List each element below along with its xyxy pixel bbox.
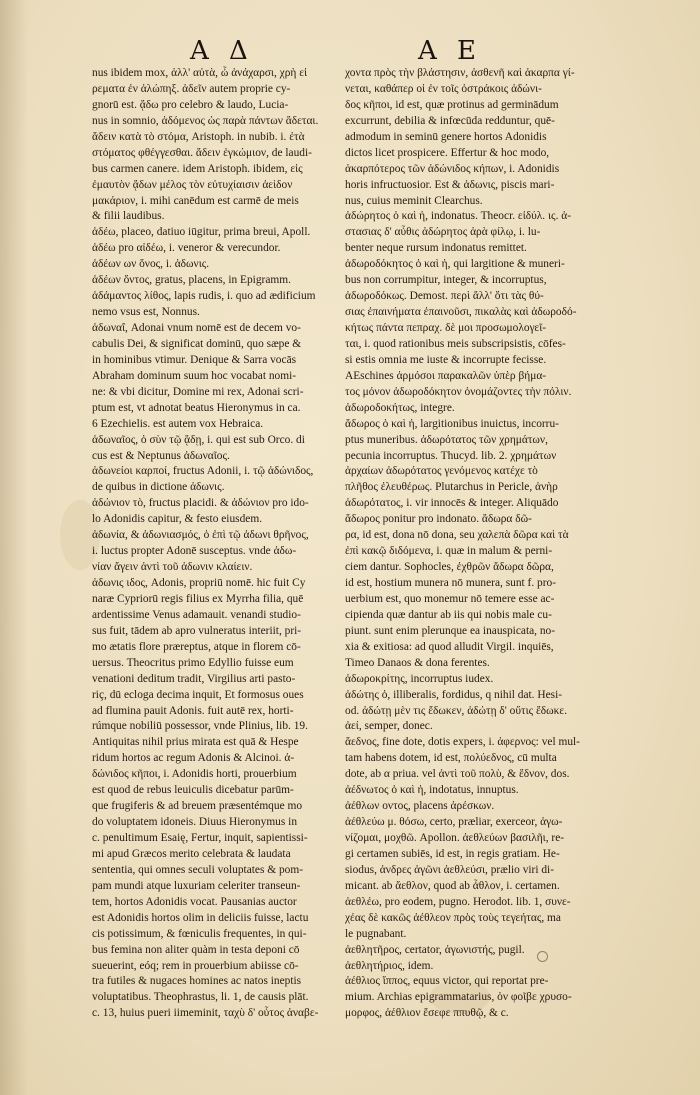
text-line: ρεματα ἐν ἀλώπηξ. ἀδεῖν autem proprie cy- <box>92 82 291 95</box>
text-line: ἐπὶ κακῷ διδόμενα, i. quæ in malum & perni- <box>345 545 553 558</box>
text-line: mium. Archias epigrammatarius, ὁν φοῖβε χρυσο- <box>345 991 572 1004</box>
text-line: ἀδωναῖος, ὁ σὺν τῷ ᾅδῃ, i. qui est sub Orco. di <box>92 433 305 446</box>
text-line: mo ætatis flore præreptus, atque in florem cō- <box>92 640 301 653</box>
text-line: tam habens dotem, id est, πολύεδνος, cū multa <box>345 752 557 765</box>
text-line: excurrunt, debilia & infœcūda redduntur, quē- <box>345 114 555 127</box>
text-line: ἀδωναΐ, Adonai vnum nomē est de decem vo- <box>92 322 301 334</box>
text-line: AEschines ἀρμόσοι παρακαλῶν ὑπὲρ βήμα- <box>345 369 547 382</box>
text-line: ἀδώτης ὁ, illiberalis, fordidus, q nihil dat. Hesi- <box>345 688 563 701</box>
text-line: si estis omnia me iuste & incorrupte fecisse. <box>345 353 547 366</box>
text-line: ἀεθλέω, pro eodem, pugno. Herodot. lib. 1, συνε- <box>345 895 571 908</box>
text-line: ridum hortos ac regum Adonis & Alcinoi. ἀ- <box>92 752 295 765</box>
text-line: do voluptatem idoneis. Diuus Hieronymus in <box>92 816 298 829</box>
text-line: στόματος φθέγγεσθαι. ἄδειν ἐγκώμιον, de laudi- <box>92 146 312 159</box>
text-line: pecunia incorruptus. Thucyd. lib. 2. χρημάτων <box>345 449 557 462</box>
text-line: 6 Ezechielis. est autem vox Hebraica. <box>92 417 264 430</box>
running-head-right: A E <box>418 36 483 66</box>
text-line: sueuerint, eóq; rem in prouerbium abiisse cō- <box>92 959 299 972</box>
text-line: cis potissimum, & fœniculis frequentes, in qui- <box>92 927 307 940</box>
text-line: ἀδώρητος ὁ καὶ ἡ, indonatus. Theocr. εἰδύλ. ις. ἀ- <box>345 210 572 223</box>
text-line: naræ Cypriorū regis filius ex Myrrha filia, quē <box>92 592 304 605</box>
text-line: est Adonidis hortos olim in deliciis fuisse, lactu <box>92 911 309 924</box>
text-line: σιας ἐπαινήματα ἐπαινοῦσι, πικαλὰς καὶ ἀδωροδό- <box>345 306 577 319</box>
text-line: ἀδωροκρίτης, incorruptus iudex. <box>345 672 494 685</box>
text-line: νεται, καθάπερ οἱ ἐν τοῖς ὀστράκοις ἀδώνι- <box>345 82 542 95</box>
text-line: & filii laudibus. <box>92 210 165 223</box>
text-line: piunt. sunt enim plerunque ea inauspicata, no- <box>345 624 556 637</box>
text-line: ται, i. quod rationibus meis subscripsistis, cōfes- <box>345 337 566 350</box>
text-line: nemo vsus est, Nonnus. <box>92 306 200 319</box>
text-line: nus, cuius meminit Clearchus. <box>345 194 483 207</box>
text-line: voluptatibus. Theophrastus, li. 1, de causis plāt. <box>92 991 309 1004</box>
text-line: ἀδάμαντος λίθος, lapis rudis, i. quo ad ædificium <box>92 290 316 303</box>
text-line: c. penultimum Esaię, Fertur, inquit, sapientissi- <box>92 832 308 844</box>
text-line: lo Adonidis capitur, & festo eiusdem. <box>92 513 263 526</box>
text-line: ἀρχαίων ἀδωρότατος γενόμενος κατέχε τὸ <box>345 465 538 478</box>
text-line: ἀεθλητῆρος, certator, ἀγωνιστής, pugil. <box>345 943 525 956</box>
text-line: nus in somnio, ἀδόμενος ὡς παρὰ πάντων ἄδεται. <box>92 114 319 127</box>
text-line: στασιας δ' αὖθις ἀδώρητος ἀρὰ φίλῳ, i. lu- <box>345 226 541 239</box>
text-line: uerbium est, quo monemur nō temere esse ac- <box>345 592 555 605</box>
text-line: χέας δὲ κακῶς ἀέθλεον πρὸς τοὺς τεγεήτας, ma <box>345 911 561 924</box>
text-line: ἀδέων ων ὄνος, i. ἀδωνις. <box>92 258 210 271</box>
text-line: bus non corrumpitur, integer, & incorruptus, <box>345 274 547 287</box>
text-line: ἐμαυτὸν ᾄδων μέλος τὸν εὐτυχίαισιν ἀεὶδον <box>92 178 293 191</box>
text-line: ἁδέω, placeo, datiuo iūgitur, prima breui, Apoll. <box>92 226 311 239</box>
text-line: cus est & Neptunus ἀδωναῖος. <box>92 449 230 462</box>
text-line: ἄδειν κατὰ τὸ στόμα, Aristoph. in nubib. i. ἐτὰ <box>92 130 305 143</box>
text-line: ἀδωνις ιδος, Adonis, propriū nomē. hic fuit Cy <box>92 577 306 589</box>
text-line: ptum est, vt adnotat beatus Hieronymus in ca. <box>92 401 301 414</box>
text-line: ἀδέων ὄντος, gratus, placens, in Epigramm. <box>92 274 291 287</box>
text-line: νίαν ἄγειν ἀντὶ τοῦ ἀδωνιν κλαίειν. <box>92 561 253 574</box>
text-line: μορφος, ἀέθλιον ἔσεφε ππυθῷ, & c. <box>345 1007 509 1020</box>
text-line: gnorū est. ᾄδω pro celebro & laudo, Lucia- <box>92 98 289 111</box>
text-line: cabulis Dei, & significat dominū, quo sæpe & <box>92 337 302 350</box>
text-line: le pugnabant. <box>345 927 407 940</box>
text-line: dote, ab α priua. vel ἀντὶ τοῦ πολὺ, & ἕδνον, dos. <box>345 768 570 781</box>
text-line: sententia, qui omnes seculi voluptates & pom- <box>92 863 304 876</box>
text-line: uersus. Theocritus primo Edyllio fuisse eum <box>92 656 294 669</box>
text-line: ἀδωνία, & ἀδωνιασμός, ὁ ἐπὶ τῷ ἀδωνι θρῆνος, <box>92 529 309 542</box>
text-line: Abraham dominum suum hoc vocabat nomi- <box>92 369 297 382</box>
text-line: δώνιδος κῆποι, i. Adonidis horti, prouerbium <box>92 768 297 781</box>
text-line: i. luctus propter Adonē susceptus. vnde ἀδω- <box>92 545 297 558</box>
text-line: τος μόνον ἀδωροδόκητον ὀνομάζοντες τὴν πόλιν. <box>345 385 572 398</box>
text-line: gi certamen subiēs, id est, in regis gratiam. He- <box>345 847 560 860</box>
text-line: de quibus in dictione ἀδωνις. <box>92 481 225 494</box>
running-head-left: A Δ <box>190 36 254 66</box>
text-line: ρα, id est, dona nō dona, seu χαλεπὰ δῶρα καὶ τὰ <box>345 529 569 542</box>
text-line: ciem dantur. Sophocles, ἐχθρῶν ἄδωρα δῶρα, <box>345 561 554 574</box>
text-line: bus carmen canere. idem Aristoph. ibidem, εἰς <box>92 162 303 175</box>
text-line: nus ibidem mox, ἀλλ' αὐτὰ, ὦ ἀνάχαρσι, χρὴ εἰ <box>92 67 308 79</box>
text-line: ἀεθλητήριος, idem. <box>345 959 434 972</box>
text-line: micant. ab ἄεθλον, quod ab ἆθλον, i. certamen. <box>345 879 560 892</box>
text-line: id est, hostium munera nō munera, sunt f. pro- <box>345 577 557 589</box>
text-line: ἀέθλων οντος, placens ἀρέσκων. <box>345 800 495 813</box>
text-line: ἀκαρπότερος τῶν ἀδώνιδος κήπων, i. Adonidis <box>345 162 560 175</box>
text-line: riç, dū ecloga decima inquit, Et formosus oues <box>92 688 304 701</box>
text-line: dictos licet prospicere. Effertur & hoc modo, <box>345 146 550 159</box>
text-line: que frugiferis & ad breuem præsentémque mo <box>92 800 303 813</box>
text-line: ἀδωνείοι καρποί, fructus Adonii, i. τῷ ἀδώνιδος, <box>92 465 314 478</box>
text-line: venationi deditum tradit, Virgilius arti pasto- <box>92 672 296 685</box>
text-line: κήτως πάντα πεπραχ. δὲ μοι προσωμολογεῖ- <box>345 322 547 334</box>
text-line: ἀδωροδοκήτως, integre. <box>345 401 455 414</box>
text-line: ἀδωροδόκητος ὁ καὶ ἡ, qui largitione & muneri- <box>345 258 565 271</box>
text-line: ἀεί, semper, donec. <box>345 720 433 733</box>
text-line: tem, hortos Adonidis vocat. Pausanias auctor <box>92 895 297 908</box>
text-line: ἄεδνος, fine dote, dotis expers, i. ἀφερνος: vel mul- <box>345 736 580 749</box>
text-line: χοντα πρὸς τὴν βλάστησιν, ἀσθενῆ καὶ ἀκαρπα γί- <box>345 67 575 79</box>
text-line: Antiquitas nihil prius mirata est quā & Hespe <box>92 736 299 749</box>
text-line: sus fuit, tādem ab apro vulneratus interiit, pri- <box>92 624 302 637</box>
text-line: ἄδωρος ὁ καὶ ἡ, largitionibus inuictus, incorru- <box>345 417 559 430</box>
text-line: ἀδωροδόκως. Demost. περὶ ἄλλ' ὅτι τὰς θύ- <box>345 290 544 303</box>
right-column <box>345 66 603 1022</box>
gutter-shadow <box>0 0 28 1095</box>
text-line: tra futiles & nugaces homines ac natos ineptis <box>92 975 302 988</box>
text-line: siodus, ἀνδρες ἀγῶνι ἀεθλεύσι, prælio viri di- <box>345 863 555 876</box>
text-line: od. ἀδώτῃ μὲν τις ἔδωκεν, ἀδώτῃ δ' οὔτις ἔδωκε. <box>345 704 568 717</box>
text-line: μακάριον, i. mihi canēdum est carmē de meis <box>92 194 299 207</box>
text-line: ad flumina pauit Adonis. fuit autē rex, horti- <box>92 704 294 717</box>
text-line: ἁδέω pro αἰδέω, i. veneror & verecundor. <box>92 242 281 255</box>
text-line: ἄδωρος ponitur pro indonato. ἄδωρα δῶ- <box>345 513 532 526</box>
left-column <box>92 66 334 1022</box>
text-line: ἀέδνωτος ὁ καὶ ἡ, indotatus, innuptus. <box>345 784 519 797</box>
text-line: δος κῆποι, id est, quæ protinus ad germinādum <box>345 98 559 111</box>
ink-mark <box>537 951 548 962</box>
text-line: c. 13, huius pueri iimeminit, ταχὺ δ' οὗτος ἀναβε- <box>92 1007 319 1020</box>
text-line: ἀέθλιος ἵππος, equus victor, qui reportat pre- <box>345 975 549 988</box>
text-line: ἀδώνιον τὸ, fructus placidi. & ἀδώνιον pro ido- <box>92 497 309 510</box>
text-line: bus femina non aliter quàm in testa deponi cō <box>92 943 300 956</box>
text-line: ἀδωρότατος, i. vir innocēs & integer. Aliquādo <box>345 497 559 510</box>
text-line: xia & exitiosa: ad quod alludit Virgil. inquiēs, <box>345 640 554 653</box>
text-line: ἀέθλεύω μ. θόσω, certo, præliar, exerceor, ἀγω- <box>345 816 563 829</box>
text-line: πλῆθος ἐλευθέρως. Plutarchus in Pericle, ἀνὴρ <box>345 481 558 494</box>
text-line: νίζομαι, μοχθῶ. Apollon. ἀεθλεύων βασιλῆι, re- <box>345 832 565 844</box>
text-line: ardentissime Venus adamauit. venandi studio- <box>92 608 301 621</box>
text-line: rúmque nobiliū possessor, vnde Plinius, lib. 19. <box>92 720 308 733</box>
text-line: cipienda quæ dantur ab iis qui nobis male cu- <box>345 608 552 621</box>
text-line: Timeo Danaos & dona ferentes. <box>345 656 490 669</box>
text-line: in hominibus vtimur. Denique & Sarra vocās <box>92 353 297 366</box>
text-line: admodum in seminū genere hortos Adonidis <box>345 130 547 143</box>
text-line: est quod de rebus leuiculis dicebatur parūm- <box>92 784 294 797</box>
text-line: benter neque rursum indonatus remittet. <box>345 242 527 255</box>
text-line: ptus muneribus. ἀδωρότατος τῶν χρημάτων, <box>345 433 548 446</box>
text-line: ne: & vbi dicitur, Domine mi rex, Adonai scri- <box>92 385 304 398</box>
text-line: mi apud Græcos merito celebrata & laudata <box>92 847 291 860</box>
text-line: horis infructuosior. Est & ἀδωνις, piscis mari- <box>345 178 555 191</box>
text-line: pam mundi atque luxuriam celeriter transeun- <box>92 879 301 892</box>
